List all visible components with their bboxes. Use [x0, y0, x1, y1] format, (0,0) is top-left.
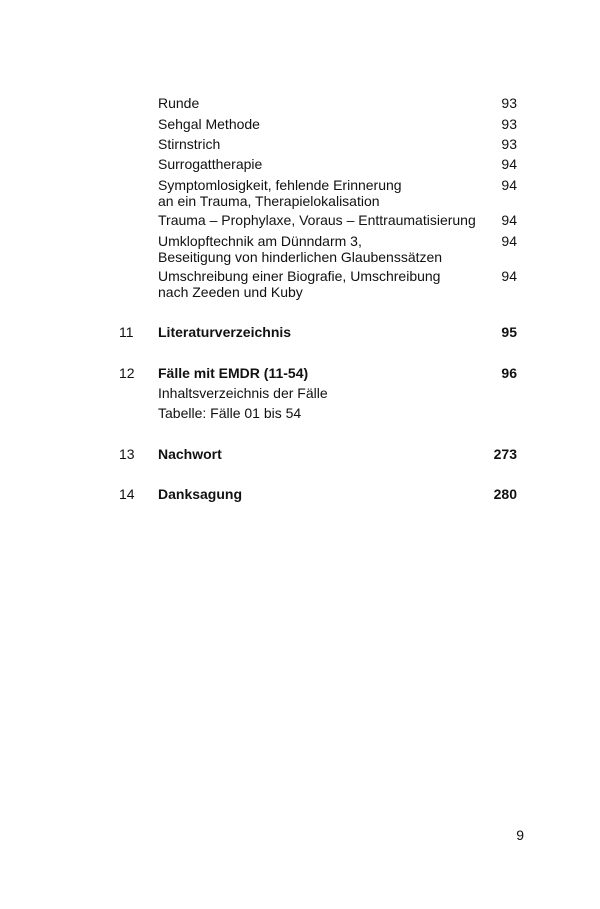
chapter-title: Nachwort	[158, 446, 222, 462]
toc-entry-title: Trauma – Prophylaxe, Voraus – Enttraumatisierung	[158, 212, 476, 228]
toc-entry-page: 93	[501, 136, 517, 152]
chapter-title: Danksagung	[158, 486, 243, 502]
chapter-page: 273	[493, 446, 517, 462]
chapter-page: 96	[501, 365, 517, 381]
toc-entry-title-line1: Symptomlosigkeit, fehlende Erinnerung	[158, 177, 402, 193]
chapter-number: 13	[119, 446, 135, 462]
chapter-number: 12	[119, 365, 135, 381]
toc-entry-title: Runde	[158, 95, 200, 111]
toc-entry-page: 94	[501, 212, 517, 228]
toc-entry-title: Stirnstrich	[158, 136, 221, 152]
chapter-subentry: Inhaltsverzeichnis der Fälle	[158, 385, 328, 401]
page-number: 9	[516, 827, 524, 843]
toc-entry-page: 94	[501, 268, 517, 284]
toc-entry-page: 94	[501, 177, 517, 193]
toc-entry-title: Sehgal Methode	[158, 116, 260, 132]
toc-entry-page: 93	[501, 116, 517, 132]
chapter-number: 14	[119, 486, 135, 502]
toc-entry-page: 94	[501, 233, 517, 249]
toc-entry-title-line2: an ein Trauma, Therapielokalisation	[158, 193, 380, 209]
chapter-page: 280	[493, 486, 517, 502]
toc-entry-page: 93	[501, 95, 517, 111]
toc-entry-page: 94	[501, 156, 517, 172]
chapter-title: Literaturverzeichnis	[158, 324, 292, 340]
chapter-page: 95	[501, 324, 517, 340]
toc-entry-title-line1: Umschreibung einer Biografie, Umschreibung	[158, 268, 441, 284]
toc-entry-title: Surrogattherapie	[158, 156, 263, 172]
toc-entry-title-line2: Beseitigung von hinderlichen Glaubenssätzen	[158, 249, 443, 265]
toc-entry-title-line2: nach Zeeden und Kuby	[158, 284, 303, 300]
chapter-number: 11	[119, 324, 134, 340]
toc-entry-title-line1: Umklopftechnik am Dünndarm 3,	[158, 233, 362, 249]
chapter-subentry: Tabelle: Fälle 01 bis 54	[158, 405, 302, 421]
chapter-title: Fälle mit EMDR (11-54)	[158, 365, 309, 381]
